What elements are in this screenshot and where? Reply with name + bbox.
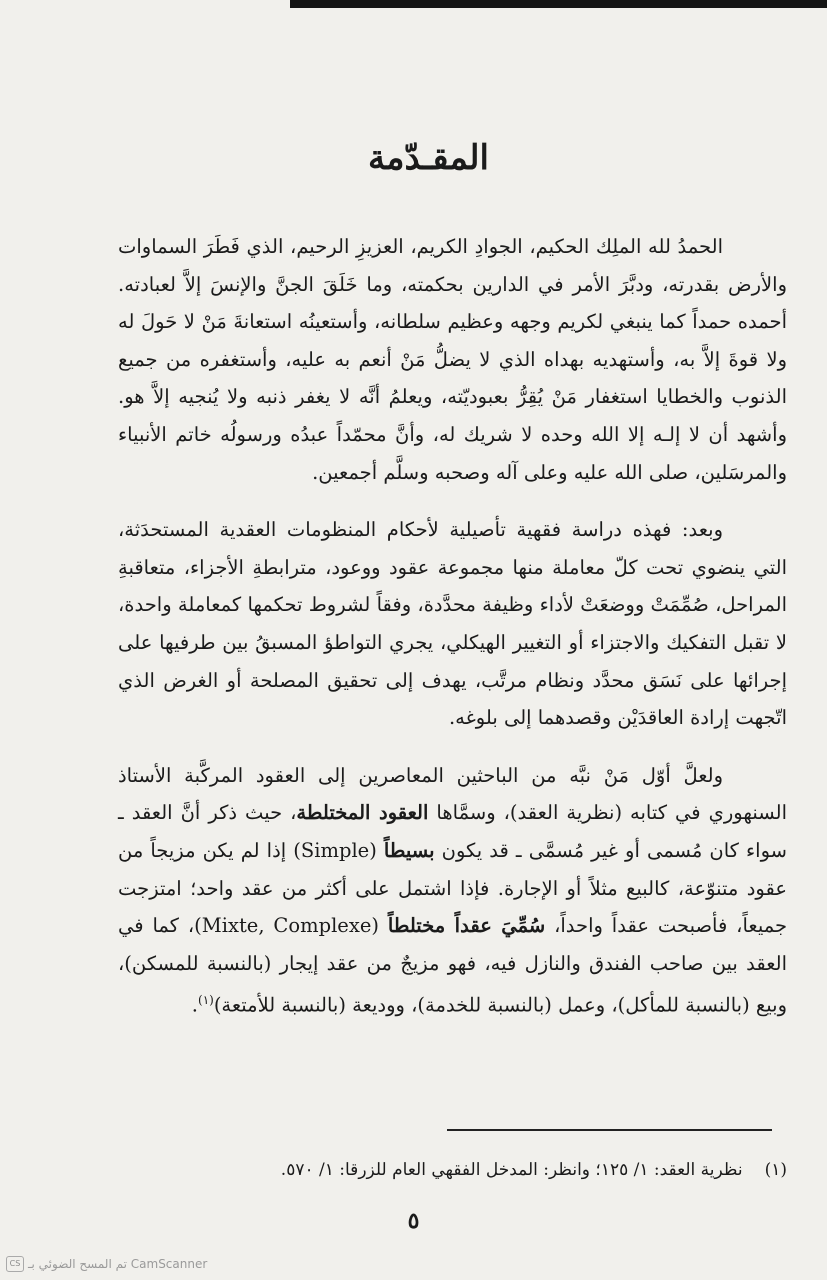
bold-term-mixed-contract: سُمِّيَ عقداً مختلطاً: [387, 914, 546, 938]
paragraph-text-segment: ولعلَّ أوّل مَنْ نبَّه من الباحثين المعاصرين إلى العقود المركَّبة الأستاذ السنهوري في كتابه (نظرية العقد)، وسمَّاها: [118, 763, 787, 825]
paragraph-text-segment: (Mixte, Complexe)، كما في العقد بين صاحب الفندق والنازل فيه، فهو مزيجٌ من عقد إيجار (بالنسبة للمسكن)، وبيع (بالنسبة للمأكل)، وعمل (بالنسبة للخدمة)، ووديعة (بالنسبة للأمتعة): [118, 914, 787, 1017]
watermark-text: تم المسح الضوئي بـ CamScanner: [28, 1257, 208, 1271]
body-text: [118, 228, 787, 1044]
footnote-text: نظرية العقد: ١/ ١٢٥؛ وانظر: المدخل الفقهي العام للزرقا: ١/ ٥٧٠.: [280, 1160, 743, 1180]
page-number: ٥: [407, 1208, 420, 1234]
footnote-number: (١): [764, 1160, 787, 1180]
bold-term-mixed-contracts: العقود المختلطة: [296, 801, 429, 825]
camscanner-logo-icon: CS: [6, 1256, 24, 1272]
paragraph-sanhuri: [118, 757, 787, 1025]
paragraph-text-segment: (Simple) إذا لم يكن مزيجاً من عقود متنوّعة، كالبيع مثلاً أو الإجارة. فإذا اشتمل على أكثر من عقد واحد؛ امتزجت جميعاً، فأصبحت عقداً واحداً،: [118, 838, 788, 938]
footnote: [240, 1160, 787, 1180]
paragraph-intro: الحمدُ لله الملِك الحكيم، الجوادِ الكريم، العزيزِ الرحيم، الذي فَطَرَ السماوات والأرض بقدرته، ودبَّرَ الأمر في الدارين بحكمته، وما خَلَقَ الجنَّ والإنسَ إلاَّ لعبادته. أحمده حمداً كما ينبغي لكريم وجهه وعظيم سلطانه، وأستعينُه استعانةَ مَنْ لا حَولَ له ولا قوةَ إلاَّ به، وأستهديه بهداه الذي لا يضلُّ مَنْ أنعم به عليه، وأستغفره من جميع الذنوب والخطايا استغفار مَنْ يُقِرُّ بعبوديّته، ويعلمُ أنَّه لا يغفر ذنبه ولا يُنجيه إلاَّ هو. وأشهد أن لا إلـه إلا الله وحده لا شريك له، وأنَّ محمّداً عبدُه ورسولُه خاتم الأنبياء والمرسَلين، صلى الله عليه وعلى آله وصحبه وسلَّم أجمعين.: [118, 235, 787, 484]
footnote-divider: [447, 1129, 772, 1131]
scanner-watermark: [6, 1256, 207, 1272]
paragraph-text-segment: .: [191, 993, 198, 1017]
bold-term-simple: بسيطاً: [383, 838, 435, 862]
paragraph-text-segment: ، حيث ذكر أنَّ العقد ـ سواء كان مُسمى أو غير مُسمَّى ـ قد يكون: [118, 801, 787, 862]
paragraph-purpose: وبعد: فهذه دراسة فقهية تأصيلية لأحكام المنظومات العقدية المستحدَثة، التي ينضوي تحت كلّ معاملة منها مجموعة عقود ووعود، مترابطةِ الأجزاء، متعاقبةِ المراحل، صُمِّمَتْ ووضعَتْ لأداء وظيفة محدَّدة، وفقاً لشروط تحكمها كمعاملة واحدة، لا تقبل التفكيك والاجتزاء أو التغيير الهيكلي، يجري التواطؤ المسبقُ بين طرفيها على إجرائها على نَسَق محدَّد ونظام مرتَّب، يهدف إلى تحقيق المصلحة أو الغرض الذي اتّجهت إرادة العاقدَيْن وقصدهما إلى بلوغه.: [118, 518, 787, 730]
footnote-reference: (١): [198, 993, 214, 1008]
page-title: المقـدّمة: [368, 138, 489, 178]
document-page: [70, 0, 787, 1280]
